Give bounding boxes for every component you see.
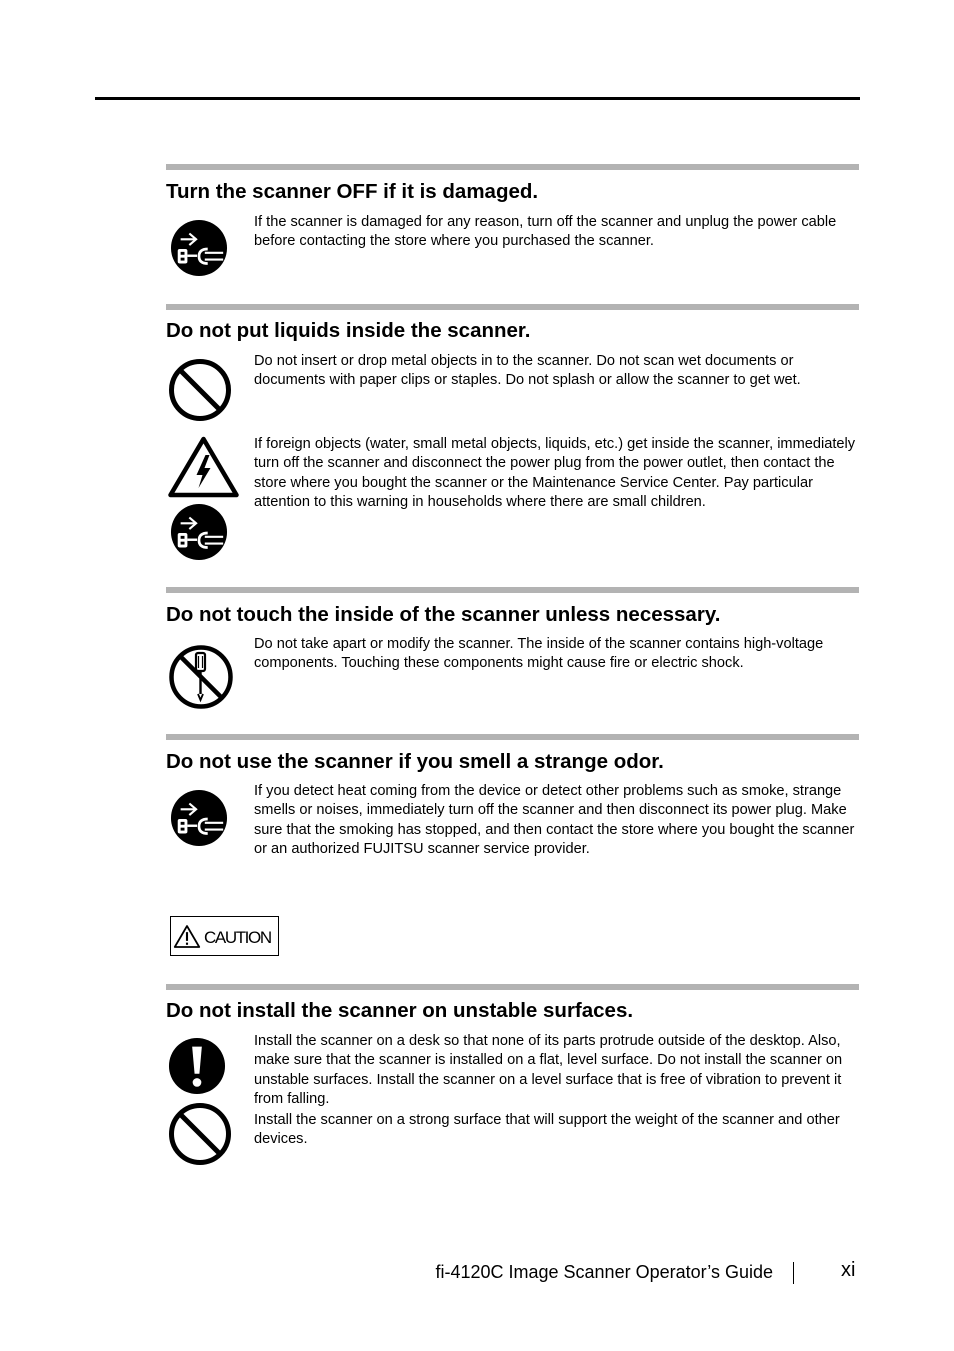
electric-shock-warning-icon <box>167 436 240 498</box>
section-paragraph: If the scanner is damaged for any reason, turn off the scanner and unplug the power cable before contacting the store where you purchased the scanner. <box>254 214 837 250</box>
section-paragraph: If you detect heat coming from the device or detect other problems such as smoke, strange smells or noises, immediately turn off the scanner and then disconnect its power plug. Make sure that the smoking has stopped, and then contact the store where you bought the scanner or an authorized FUJITSU scanner service provider. <box>254 783 855 857</box>
section-heading: Do not use the scanner if you smell a strange odor. <box>166 750 664 773</box>
section-rule <box>166 984 859 990</box>
section-rule <box>166 734 859 740</box>
footer-separator <box>793 1262 794 1284</box>
section-heading: Turn the scanner OFF if it is damaged. <box>166 180 539 203</box>
header-rule <box>95 97 860 100</box>
section-paragraph: Do not take apart or modify the scanner. The inside of the scanner contains high-voltage components. Touching these components might cause fire or electric shock. <box>254 636 824 672</box>
section-paragraph: If foreign objects (water, small metal objects, liquids, etc.) get inside the scanner, immediately turn off the scanner and disconnect the power plug from the power outlet, then contact the store where you bought the scanner or the Maintenance Service Center. Pay particular attention to this warning in households where there are small children. <box>254 436 856 510</box>
prohibition-icon <box>168 358 232 422</box>
footer-guide-title: fi-4120C Image Scanner Operator’s Guide <box>435 1262 773 1282</box>
unplug-icon <box>170 789 228 847</box>
section-paragraph: Install the scanner on a desk so that none of its parts protrude outside of the desktop. Also, make sure that the scanner is installed on a flat, level surface. Do not install the scanner on unstable surfaces. Install the scanner on a level surface that is free of vibration to prevent it from falling. <box>254 1033 843 1107</box>
section-rule <box>166 587 859 593</box>
section-paragraph: Install the scanner on a strong surface that will support the weight of the scanner and other devices. <box>254 1112 840 1148</box>
section-rule <box>166 304 859 310</box>
caution-triangle-icon <box>173 924 201 949</box>
page-number: xi <box>841 1259 856 1281</box>
section-heading: Do not touch the inside of the scanner unless necessary. <box>166 603 721 626</box>
section-rule <box>166 164 859 170</box>
unplug-icon <box>170 219 228 277</box>
prohibition-icon <box>168 1102 232 1166</box>
no-disassembly-icon <box>168 644 234 710</box>
section-paragraph: Do not insert or drop metal objects in to the scanner. Do not scan wet documents or documents with paper clips or staples. Do not splash or allow the scanner to get wet. <box>254 353 801 389</box>
section-heading: Do not install the scanner on unstable surfaces. <box>166 999 634 1022</box>
caution-label: CAUTION <box>204 928 271 947</box>
unplug-icon <box>170 503 228 561</box>
section-heading: Do not put liquids inside the scanner. <box>166 319 531 342</box>
mandatory-action-icon <box>168 1037 226 1095</box>
